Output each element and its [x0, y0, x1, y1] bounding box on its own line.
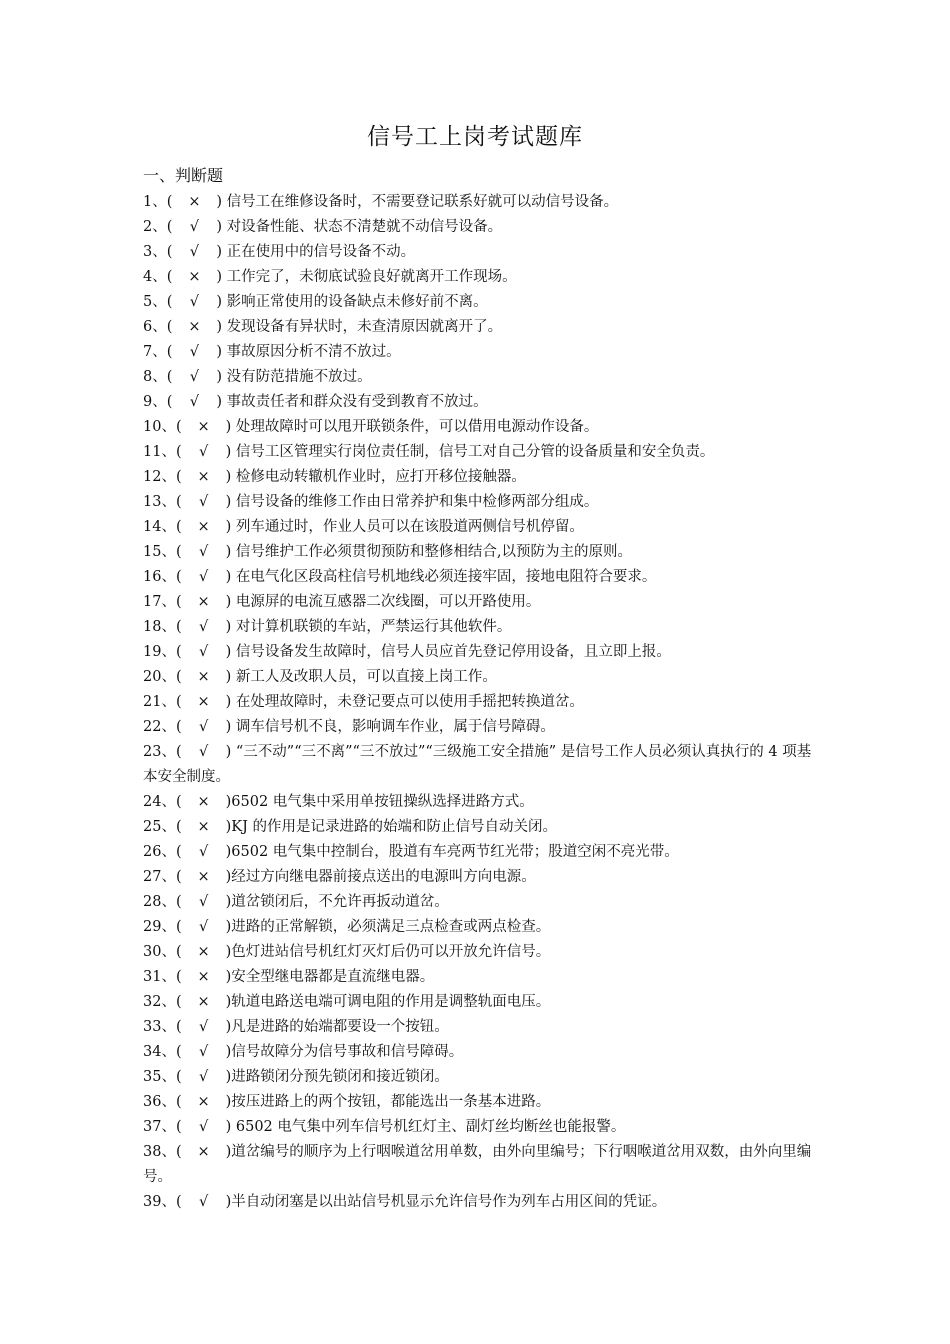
question-number: 8、( [143, 369, 173, 385]
question-item [143, 515, 813, 540]
question-number: 12、( [143, 469, 182, 485]
question-text: ) 工作完了，未彻底试验良好就离开工作现场。 [216, 269, 517, 285]
question-number: 4、( [143, 269, 173, 285]
question-item [143, 1190, 813, 1215]
question-item [143, 290, 813, 315]
question-item [143, 715, 813, 740]
question-text: ) 信号工区管理实行岗位责任制，信号工对自己分管的设备质量和安全负责。 [225, 444, 715, 460]
question-text: )KJ 的作用是记录进路的始端和防止信号自动关闭。 [225, 819, 558, 835]
question-text: ) 影响正常使用的设备缺点未修好前不离。 [216, 294, 488, 310]
question-answer-mark: √ [198, 844, 209, 860]
question-answer-mark: √ [189, 394, 200, 410]
question-text: ) “三不动”“三不离”“三不放过”“三级施工安全措施” 是信号工作人员必须认真执行的 4 项基本安全制度。 [143, 744, 812, 785]
question-answer-mark: √ [198, 569, 209, 585]
question-number: 32、( [143, 994, 182, 1010]
question-answer-mark: × [197, 794, 210, 810]
question-answer-mark: √ [198, 719, 209, 735]
question-item [143, 390, 813, 415]
question-item [143, 440, 813, 465]
question-number: 10、( [143, 419, 182, 435]
question-answer-mark: √ [198, 619, 209, 635]
question-item [143, 340, 813, 365]
question-number: 16、( [143, 569, 182, 585]
question-answer-mark: √ [189, 344, 200, 360]
question-answer-mark: √ [189, 219, 200, 235]
question-text: ) 6502 电气集中列车信号机红灯主、副灯丝均断丝也能报警。 [225, 1119, 626, 1135]
question-number: 9、( [143, 394, 173, 410]
question-answer-mark: × [197, 819, 210, 835]
question-text: ) 正在使用中的信号设备不动。 [216, 244, 416, 260]
question-item [143, 565, 813, 590]
question-number: 31、( [143, 969, 182, 985]
question-number: 29、( [143, 919, 182, 935]
question-text: )进路的正常解锁，必须满足三点检查或两点检查。 [225, 919, 551, 935]
question-item [143, 215, 813, 240]
question-answer-mark: √ [189, 294, 200, 310]
question-number: 25、( [143, 819, 182, 835]
question-answer-mark: × [197, 669, 210, 685]
question-number: 39、( [143, 1194, 182, 1210]
question-answer-mark: √ [198, 494, 209, 510]
question-text: )道岔锁闭后，不允许再扳动道岔。 [225, 894, 449, 910]
question-answer-mark: × [197, 1094, 210, 1110]
question-answer-mark: × [197, 519, 210, 535]
question-text: )安全型继电器都是直流继电器。 [225, 969, 435, 985]
question-item [143, 315, 813, 340]
question-answer-mark: √ [198, 919, 209, 935]
question-text: ) 新工人及改职人员，可以直接上岗工作。 [225, 669, 497, 685]
question-number: 1、( [143, 194, 173, 210]
question-answer-mark: × [197, 594, 210, 610]
question-answer-mark: × [188, 319, 201, 335]
question-item [143, 365, 813, 390]
question-item [143, 690, 813, 715]
question-number: 13、( [143, 494, 182, 510]
question-item [143, 615, 813, 640]
question-text: ) 处理故障时可以甩开联锁条件，可以借用电源动作设备。 [225, 419, 599, 435]
question-answer-mark: × [197, 869, 210, 885]
question-text: )轨道电路送电端可调电阻的作用是调整轨面电压。 [225, 994, 551, 1010]
question-item [143, 540, 813, 565]
question-item [143, 790, 813, 815]
question-answer-mark: √ [198, 1044, 209, 1060]
question-text: )6502 电气集中控制台，股道有车亮两节红光带；股道空闲不亮光带。 [225, 844, 679, 860]
question-answer-mark: × [197, 1144, 210, 1160]
question-text: ) 电源屏的电流互感器二次线圈，可以开路使用。 [225, 594, 541, 610]
question-answer-mark: √ [198, 644, 209, 660]
question-item [143, 965, 813, 990]
question-item [143, 940, 813, 965]
question-number: 18、( [143, 619, 182, 635]
question-text: )色灯进站信号机红灯灭灯后仍可以开放允许信号。 [225, 944, 551, 960]
question-text: )6502 电气集中采用单按钮操纵选择进路方式。 [225, 794, 534, 810]
question-answer-mark: × [197, 419, 210, 435]
question-text: ) 信号设备的维修工作由日常养护和集中检修两部分组成。 [225, 494, 599, 510]
question-item [143, 265, 813, 290]
question-answer-mark: √ [198, 1069, 209, 1085]
question-text: )凡是进路的始端都要设一个按钮。 [225, 1019, 449, 1035]
question-item [143, 840, 813, 865]
question-item [143, 465, 813, 490]
question-answer-mark: × [197, 944, 210, 960]
question-text: )按压进路上的两个按钮，都能选出一条基本进路。 [225, 1094, 551, 1110]
question-answer-mark: × [197, 969, 210, 985]
question-item [143, 415, 813, 440]
question-answer-mark: × [197, 694, 210, 710]
question-answer-mark: √ [189, 244, 200, 260]
question-text: ) 检修电动转辙机作业时，应打开移位接触器。 [225, 469, 526, 485]
question-answer-mark: × [188, 269, 201, 285]
question-text: )进路锁闭分预先锁闭和接近锁闭。 [225, 1069, 449, 1085]
question-number: 38、( [143, 1144, 182, 1160]
question-item [143, 1090, 813, 1115]
question-item [143, 865, 813, 890]
question-answer-mark: × [197, 469, 210, 485]
question-number: 20、( [143, 669, 182, 685]
question-text: ) 列车通过时，作业人员可以在该股道两侧信号机停留。 [225, 519, 584, 535]
question-item [143, 640, 813, 665]
question-number: 15、( [143, 544, 182, 560]
question-number: 7、( [143, 344, 173, 360]
question-number: 37、( [143, 1119, 182, 1135]
question-answer-mark: √ [198, 744, 209, 760]
question-number: 24、( [143, 794, 182, 810]
question-item [143, 665, 813, 690]
question-number: 5、( [143, 294, 173, 310]
question-text: ) 信号设备发生故障时，信号人员应首先登记停用设备，且立即上报。 [225, 644, 671, 660]
question-number: 17、( [143, 594, 182, 610]
question-text: ) 在电气化区段高柱信号机地线必须连接牢固，接地电阻符合要求。 [225, 569, 657, 585]
question-answer-mark: √ [198, 544, 209, 560]
question-text: )信号故障分为信号事故和信号障碍。 [225, 1044, 464, 1060]
question-item [143, 490, 813, 515]
question-list [143, 190, 813, 1215]
question-number: 22、( [143, 719, 182, 735]
question-item [143, 815, 813, 840]
question-answer-mark: √ [198, 444, 209, 460]
question-text: ) 没有防范措施不放过。 [216, 369, 372, 385]
question-number: 33、( [143, 1019, 182, 1035]
question-number: 23、( [143, 744, 182, 760]
question-number: 28、( [143, 894, 182, 910]
question-text: ) 发现设备有异状时，未查清原因就离开了。 [216, 319, 503, 335]
question-text: ) 事故责任者和群众没有受到教育不放过。 [216, 394, 488, 410]
question-item [143, 740, 813, 790]
question-number: 36、( [143, 1094, 182, 1110]
question-number: 3、( [143, 244, 173, 260]
question-text: )半自动闭塞是以出站信号机显示允许信号作为列车占用区间的凭证。 [225, 1194, 667, 1210]
question-number: 21、( [143, 694, 182, 710]
question-number: 2、( [143, 219, 173, 235]
question-item [143, 890, 813, 915]
question-text: ) 事故原因分析不清不放过。 [216, 344, 401, 360]
question-item [143, 240, 813, 265]
question-number: 6、( [143, 319, 173, 335]
question-number: 27、( [143, 869, 182, 885]
question-text: ) 在处理故障时，未登记要点可以使用手摇把转换道岔。 [225, 694, 584, 710]
question-number: 14、( [143, 519, 182, 535]
question-text: ) 信号工在维修设备时，不需要登记联系好就可以动信号设备。 [216, 194, 619, 210]
page-title: 信号工上岗考试题库 [367, 124, 583, 150]
question-text: )经过方向继电器前接点送出的电源叫方向电源。 [225, 869, 536, 885]
question-item [143, 190, 813, 215]
question-text: ) 对设备性能、状态不清楚就不动信号设备。 [216, 219, 503, 235]
question-answer-mark: × [197, 994, 210, 1010]
question-number: 34、( [143, 1044, 182, 1060]
question-answer-mark: √ [198, 1194, 209, 1210]
question-item [143, 1065, 813, 1090]
question-item [143, 990, 813, 1015]
question-item [143, 1140, 813, 1190]
question-text: ) 调车信号机不良，影响调车作业，属于信号障碍。 [225, 719, 555, 735]
question-answer-mark: √ [198, 1119, 209, 1135]
question-item [143, 1015, 813, 1040]
question-text: )道岔编号的顺序为上行咽喉道岔用单数，由外向里编号；下行咽喉道岔用双数，由外向里编号。 [143, 1144, 812, 1185]
question-answer-mark: √ [198, 894, 209, 910]
question-number: 30、( [143, 944, 182, 960]
question-text: ) 对计算机联锁的车站，严禁运行其他软件。 [225, 619, 512, 635]
question-item [143, 1115, 813, 1140]
question-number: 26、( [143, 844, 182, 860]
question-number: 19、( [143, 644, 182, 660]
section-heading: 一、判断题 [143, 166, 224, 185]
question-answer-mark: √ [189, 369, 200, 385]
question-item [143, 1040, 813, 1065]
question-number: 35、( [143, 1069, 182, 1085]
question-text: ) 信号维护工作必须贯彻预防和整修相结合,以预防为主的原则。 [225, 544, 632, 560]
question-answer-mark: √ [198, 1019, 209, 1035]
question-answer-mark: × [188, 194, 201, 210]
question-item [143, 915, 813, 940]
question-number: 11、( [143, 444, 182, 460]
question-item [143, 590, 813, 615]
